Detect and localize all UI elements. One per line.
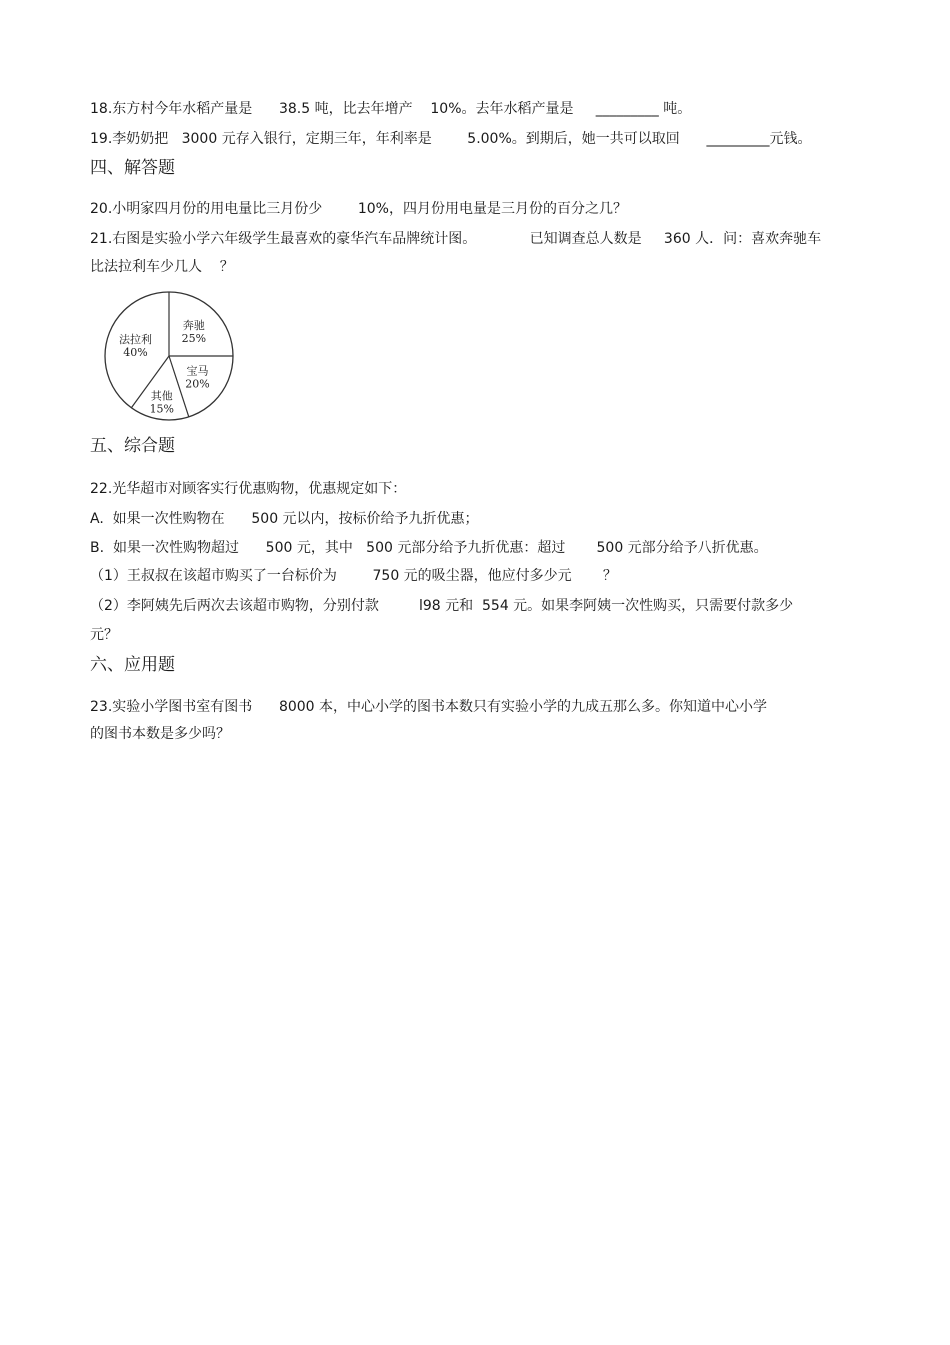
section-heading-4: 四、解答题 [90, 158, 175, 178]
pie-slice-value-label: 20% [185, 377, 210, 391]
question-22-rule-a: A. 如果一次性购物在 500 元以内，按标价给予九折优惠； [90, 511, 479, 527]
section-heading-6: 六、应用题 [90, 655, 175, 675]
section-heading-5: 五、综合题 [90, 436, 175, 456]
question-22-rule-b: B. 如果一次性购物超过 500 元，其中 500 元部分给予九折优惠：超过 500 元部分给予八折优惠。 [90, 540, 768, 556]
question-22-part-2-line-1: （2）李阿姨先后两次去该超市购物，分别付款 l98 元和 554 元。如果李阿姨一次性购买，只需要付款多少 [90, 598, 794, 614]
question-19: 19.李奶奶把 3000 元存入银行，定期三年，年利率是 5.00%。到期后，她一共可以取回 _________元钱。 [90, 131, 812, 147]
pie-slice-label: 法拉利 [119, 333, 153, 347]
question-23-line-2: 的图书本数是多少吗？ [90, 726, 230, 742]
pie-slice-value-label: 25% [181, 332, 207, 346]
question-18: 18.东方村今年水稻产量是 38.5 吨，比去年增产 10%。去年水稻产量是 _________ 吨。 [90, 101, 692, 117]
pie-slice-label: 宝马 [186, 364, 209, 378]
question-22-part-1: （1）王叔叔在该超市购买了一台标价为 750 元的吸尘器，他应付多少元 ？ [90, 568, 617, 584]
question-22-part-2-line-2: 元？ [90, 627, 118, 643]
car-brand-pie-chart [100, 290, 240, 425]
question-21-line-1: 21.右图是实验小学六年级学生最喜欢的豪华汽车品牌统计图。 已知调查总人数是 360 人．问：喜欢奔驰车 [90, 231, 822, 247]
question-20: 20.小明家四月份的用电量比三月份少 10%，四月份用电量是三月份的百分之几？ [90, 201, 627, 217]
question-22-intro: 22.光华超市对顾客实行优惠购物，优惠规定如下： [90, 481, 407, 497]
question-21-line-2: 比法拉利车少几人 ？ [90, 259, 234, 275]
pie-slice-value-label: 40% [123, 346, 148, 360]
pie-slice-label: 其他 [150, 389, 173, 403]
question-23-line-1: 23.实验小学图书室有图书 8000 本，中心小学的图书本数只有实验小学的九成五那么多。你知道中心小学 [90, 699, 768, 715]
pie-slice-value-label: 15% [149, 402, 175, 416]
pie-slice-label: 奔驰 [182, 319, 205, 333]
